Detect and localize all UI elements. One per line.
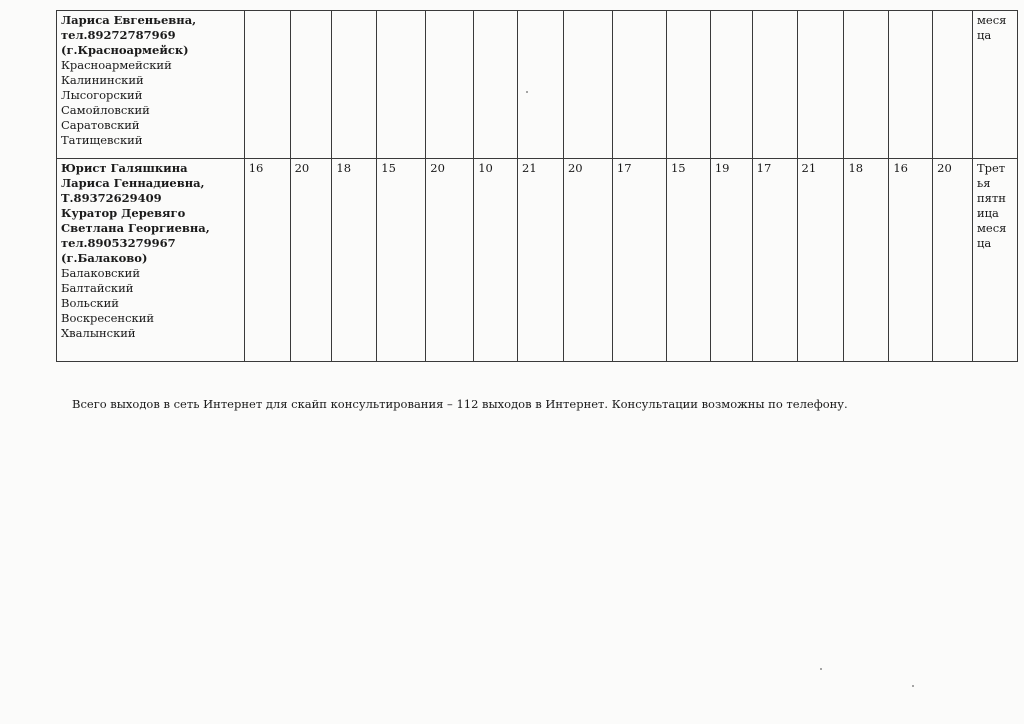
consultant-cell: [57, 159, 245, 362]
scan-speck: [526, 91, 528, 93]
schedule-table: [56, 10, 1018, 362]
schedule-cell: [972, 11, 1017, 159]
schedule-line: меся: [976, 13, 1007, 27]
consultant-line: Лариса Геннадиевна,: [61, 176, 205, 190]
region-item: Балаковский: [61, 266, 141, 280]
schedule-cell: [972, 159, 1017, 362]
value-cell: 16: [244, 159, 290, 362]
scan-speck: [912, 685, 914, 687]
schedule-line: пятн: [976, 191, 1006, 205]
value-cell: [426, 11, 474, 159]
value-cell: 20: [933, 159, 973, 362]
schedule-line: ца: [976, 236, 992, 250]
region-item: Воскресенский: [61, 311, 155, 325]
consultant-line: Светлана Георгиевна,: [61, 221, 210, 235]
region-item: Красноармейский: [61, 58, 172, 72]
value-cell: 16: [889, 159, 933, 362]
region-item: Лысогорский: [61, 88, 143, 102]
schedule-line: ья: [976, 176, 991, 190]
value-cell: [290, 11, 332, 159]
value-cell: [563, 11, 612, 159]
consultant-line: тел.89272787969: [61, 28, 176, 42]
consultant-line: Т.89372629409: [61, 191, 162, 205]
schedule-line: ца: [976, 28, 992, 42]
scan-speck: [820, 668, 822, 670]
value-cell: 21: [797, 159, 844, 362]
value-cell: 21: [518, 159, 564, 362]
value-cell: [332, 11, 377, 159]
table-row: [57, 11, 1018, 159]
consultant-line: (г.Красноармейск): [61, 43, 189, 57]
value-cell: [612, 11, 666, 159]
consultant-line: Юрист Галяшкина: [61, 161, 188, 175]
footer-note: Всего выходов в сеть Интернет для скайп консультирования – 112 выходов в Интернет. Консультации возможны по телефону.: [72, 397, 848, 411]
value-cell: 20: [426, 159, 474, 362]
value-cell: [844, 11, 889, 159]
value-cell: [244, 11, 290, 159]
consultant-line: (г.Балаково): [61, 251, 148, 265]
consultant-line: Куратор Деревяго: [61, 206, 186, 220]
value-cell: 20: [563, 159, 612, 362]
value-cell: [752, 11, 797, 159]
region-item: Вольский: [61, 296, 119, 310]
consultant-cell: [57, 11, 245, 159]
region-item: Саратовский: [61, 118, 140, 132]
value-cell: [474, 11, 518, 159]
value-cell: [377, 11, 426, 159]
region-item: Балтайский: [61, 281, 134, 295]
value-cell: [797, 11, 844, 159]
value-cell: [710, 11, 752, 159]
value-cell: 18: [844, 159, 889, 362]
value-cell: 10: [474, 159, 518, 362]
value-cell: [666, 11, 710, 159]
region-item: Хвалынский: [61, 326, 136, 340]
schedule-line: Трет: [976, 161, 1006, 175]
value-cell: [889, 11, 933, 159]
value-cell: 18: [332, 159, 377, 362]
value-cell: [518, 11, 564, 159]
table-row: [57, 159, 1018, 362]
schedule-line: ица: [976, 206, 999, 220]
value-cell: 17: [752, 159, 797, 362]
value-cell: 15: [377, 159, 426, 362]
value-cell: 20: [290, 159, 332, 362]
consultant-line: Лариса Евгеньевна,: [61, 13, 197, 27]
value-cell: 19: [710, 159, 752, 362]
schedule-line: меся: [976, 221, 1007, 235]
region-item: Самойловский: [61, 103, 150, 117]
region-item: Татищевский: [61, 133, 143, 147]
consultant-line: тел.89053279967: [61, 236, 176, 250]
value-cell: 17: [612, 159, 666, 362]
value-cell: 15: [666, 159, 710, 362]
value-cell: [933, 11, 973, 159]
region-item: Калининский: [61, 73, 144, 87]
